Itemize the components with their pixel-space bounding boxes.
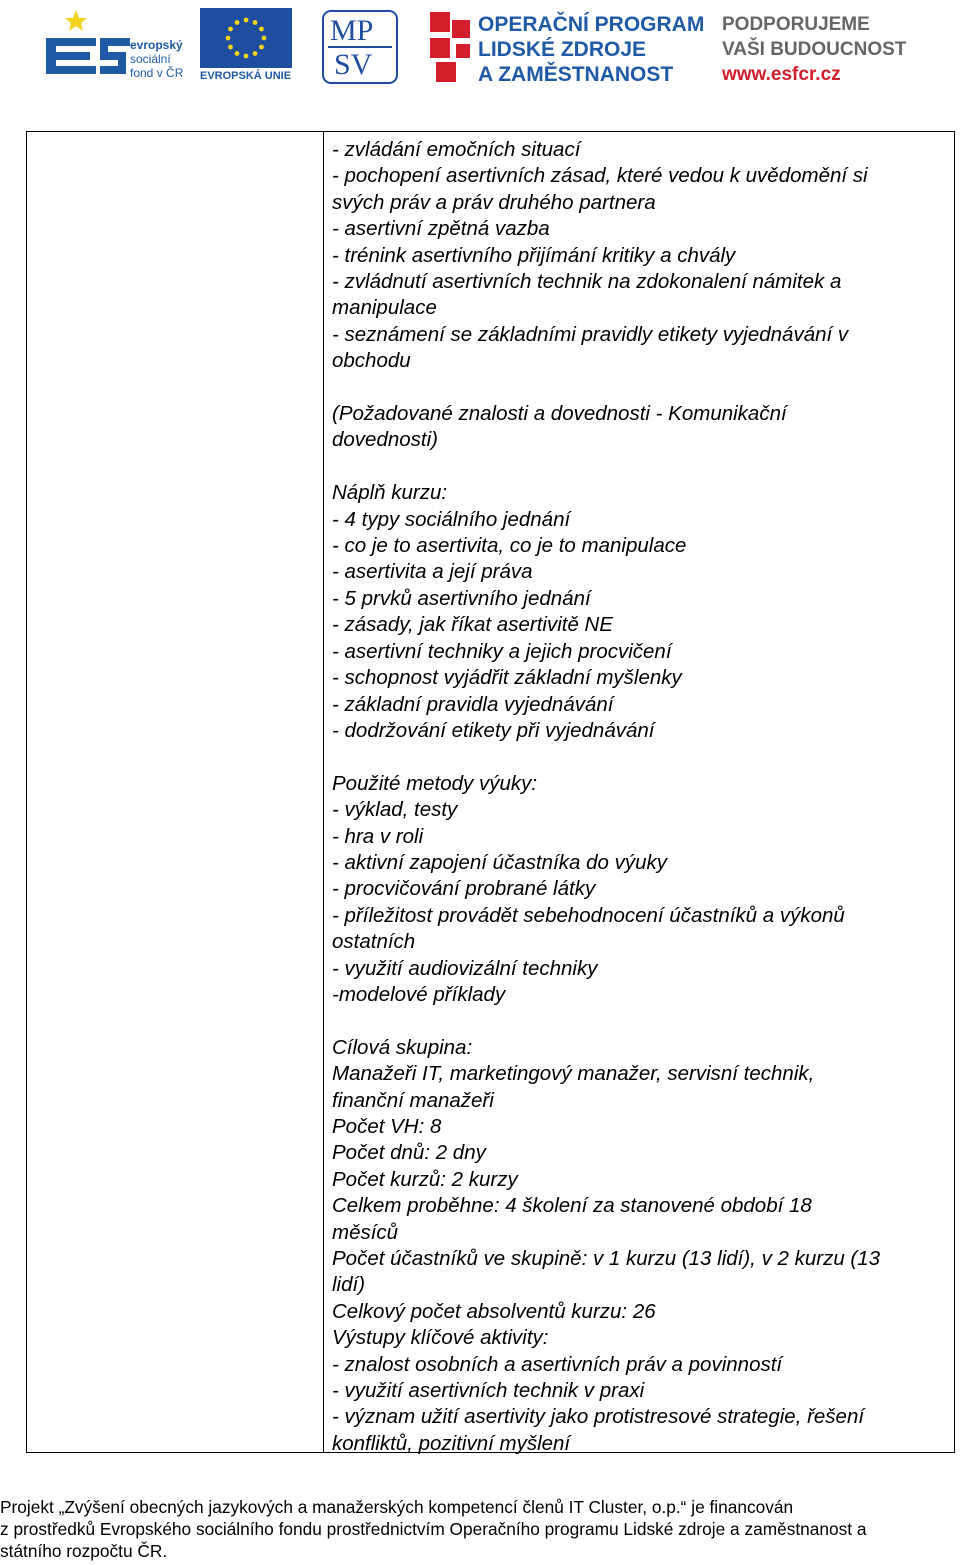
text-line: - příležitost provádět sebehodnocení účastníků a výkonů <box>332 903 845 927</box>
text-line: konfliktů, pozitivní myšlení <box>332 1431 571 1455</box>
text-line: svých práv a práv druhého partnera <box>332 190 656 214</box>
text-line: - procvičování probrané látky <box>332 877 596 901</box>
text-line: - hra v roli <box>332 824 424 848</box>
text-line: - dodržování etikety při vyjednávání <box>332 718 655 742</box>
text-line: měsíců <box>332 1220 399 1244</box>
text-line: - zvládnutí asertivních technik na zdokonalení námitek a <box>332 270 842 294</box>
text-line: Manažeři IT, marketingový manažer, servisní technik, <box>332 1062 815 1086</box>
text-line: - co je to asertivita, co je to manipulace <box>332 534 687 558</box>
mpsv-bottom: SV <box>334 48 373 81</box>
text-line: Použité metody výuky: <box>332 771 538 795</box>
footer-note <box>0 1496 960 1562</box>
text-line: - aktivní zapojení účastníka do výuky <box>332 850 668 874</box>
text-line: - asertivita a její práva <box>332 560 533 584</box>
text-line: - 5 prvků asertivního jednání <box>332 586 591 610</box>
text-line: Cílová skupina: <box>332 1035 473 1059</box>
footer-line2: z prostředků Evropského sociálního fondu prostřednictvím Operačního programu Lidské zdroje a zaměstnanost a <box>0 1519 867 1539</box>
esf-line2: sociální <box>130 52 171 66</box>
text-line: Počet dnů: 2 dny <box>332 1141 486 1165</box>
esf-line1: evropský <box>130 38 183 52</box>
footer-line1: Projekt „Zvýšení obecných jazykových a manažerských kompetencí členů IT Cluster, o.p.“ je financován <box>0 1497 794 1517</box>
mpsv-logo <box>322 10 398 84</box>
text-line: - schopnost vyjádřit základní myšlenky <box>332 666 682 690</box>
required-section <box>332 401 952 454</box>
text-line: - 4 typy sociálního jednání <box>332 507 571 531</box>
op-line2: LIDSKÉ ZDROJE <box>478 38 647 61</box>
text-line: Počet účastníků ve skupině: v 1 kurzu (13 lidí), v 2 kurzu (13 <box>332 1247 881 1270</box>
text-line: - znalost osobních a asertivních práv a povinností <box>332 1352 783 1376</box>
napln-section <box>332 480 952 744</box>
text-line: Počet kurzů: 2 kurzy <box>332 1167 518 1191</box>
course-table <box>26 131 955 1453</box>
table-column-divider <box>323 132 324 1452</box>
mpsv-top: MP <box>330 14 374 47</box>
text-line: - zásady, jak říkat asertivitě NE <box>332 613 614 637</box>
text-line: finanční manažeři <box>332 1088 494 1112</box>
text-line: - výklad, testy <box>332 798 458 822</box>
text-line: - význam užití asertivity jako protistresové strategie, řešení <box>332 1405 865 1429</box>
text-line: Celkem proběhne: 4 školení za stanovené období 18 <box>332 1194 812 1218</box>
op-lzz-logo <box>430 12 705 86</box>
text-line: manipulace <box>332 296 437 320</box>
text-line: ostatních <box>332 930 416 954</box>
target-section <box>332 1035 952 1458</box>
text-line: - využití audiovizální techniky <box>332 956 598 980</box>
text-line: - trénink asertivního přijímání kritiky a chvály <box>332 243 736 267</box>
course-description <box>332 137 952 1457</box>
eu-label: EVROPSKÁ UNIE <box>200 70 292 82</box>
op-line3: A ZAMĚSTNANOST <box>478 63 674 86</box>
text-line: - asertivní zpětná vazba <box>332 217 550 241</box>
text-line: lidí) <box>332 1273 366 1297</box>
text-line: - využití asertivních technik v praxi <box>332 1379 645 1403</box>
text-line: Výstupy klíčové aktivity: <box>332 1326 549 1350</box>
esf-line3: fond v ČR <box>130 66 184 80</box>
text-line: -modelové příklady <box>332 982 506 1006</box>
text-line: - seznámení se základními pravidly etikety vyjednávání v <box>332 322 849 346</box>
text-line: Celkový počet absolventů kurzu: 26 <box>332 1299 656 1323</box>
text-line: dovednosti) <box>332 428 438 452</box>
op-line1: OPERAČNÍ PROGRAM <box>478 13 705 36</box>
eu-flag-logo <box>200 8 292 86</box>
text-line: (Požadované znalosti a dovednosti - Komunikační <box>332 402 787 426</box>
esf-logo <box>38 8 198 86</box>
intro-section <box>332 137 952 375</box>
footer-line3: státního rozpočtu ČR. <box>0 1541 168 1561</box>
text-line: Počet VH: 8 <box>332 1114 442 1138</box>
methods-section <box>332 771 952 1009</box>
header-logos <box>0 0 960 100</box>
text-line: - zvládání emočních situací <box>332 138 581 161</box>
support-line2: VAŠI BUDOUCNOST <box>722 39 907 60</box>
support-line1: PODPORUJEME <box>722 14 870 35</box>
text-line: Náplň kurzu: <box>332 481 448 505</box>
text-line: - základní pravidla vyjednávání <box>332 692 614 716</box>
support-slogan <box>722 12 922 86</box>
text-line: obchodu <box>332 349 411 373</box>
support-url: www.esfcr.cz <box>722 64 841 85</box>
text-line: - asertivní techniky a jejich procvičení <box>332 639 672 663</box>
text-line: - pochopení asertivních zásad, které vedou k uvědomění si <box>332 164 868 188</box>
